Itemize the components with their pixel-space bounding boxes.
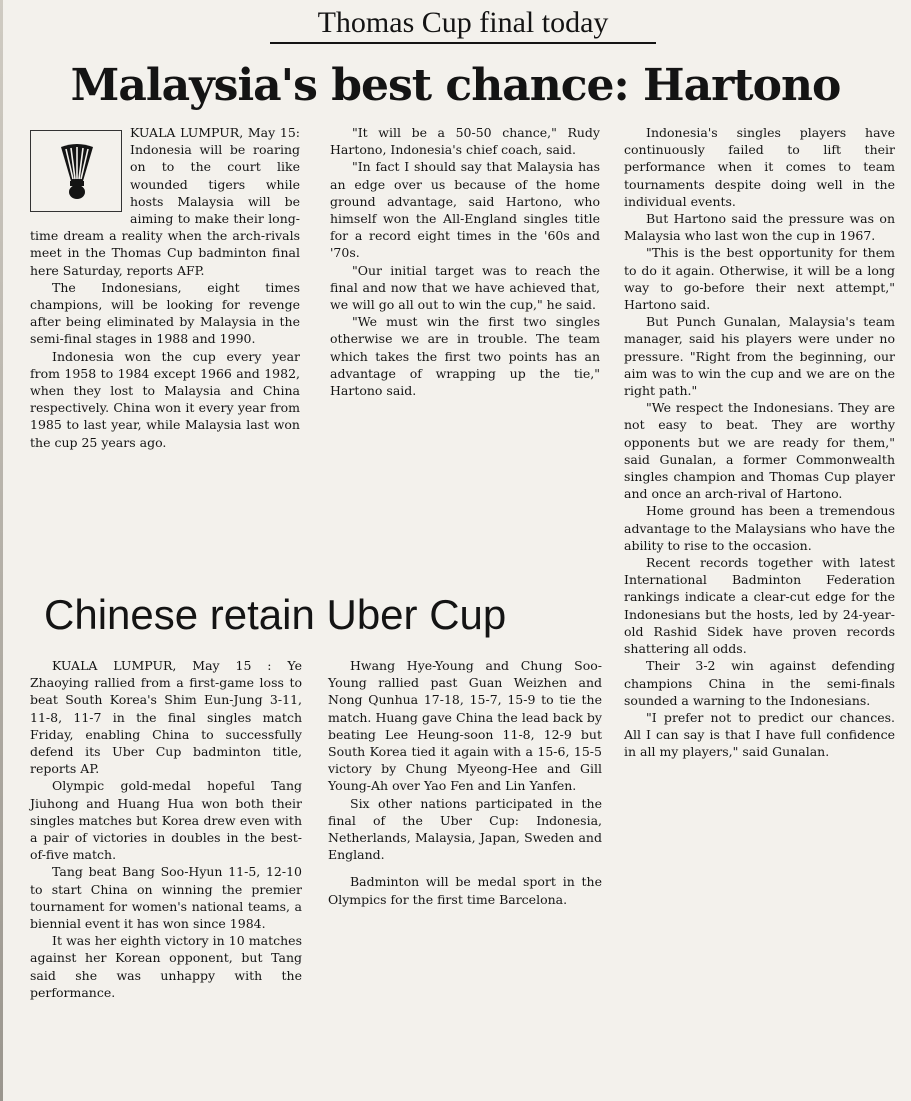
story1-column-1 bbox=[30, 124, 300, 451]
story2-paragraph: Olympic gold-medal hopeful Tang Jiuhong and Huang Hua won both their singles matches but Korea drew even with a pair of victories in doubles in the best-of-five match. bbox=[30, 778, 302, 863]
story2-column-1 bbox=[30, 657, 302, 1001]
shuttlecock-icon bbox=[57, 143, 97, 203]
story1-paragraph: "I prefer not to predict our chances. All I can say is that I have full confidence in all my players," said Gunalan. bbox=[624, 709, 895, 760]
story2-paragraph: Six other nations participated in the final of the Uber Cup: Indonesia, Netherlands, Malaysia, Japan, Sweden and England. bbox=[328, 795, 602, 863]
story2-column-2 bbox=[328, 657, 602, 908]
story1-paragraph: KUALA LUMPUR, May 15: Indonesia will be roaring on to the court like wounded tigers while hosts Malaysia will be aiming to make their long-time dream a reality when the arch-rivals meet in the Thomas Cup badminton final here Saturday, reports AFP. bbox=[30, 125, 300, 278]
story1-paragraph: But Hartono said the pressure was on Malaysia who last won the cup in 1967. bbox=[624, 211, 895, 244]
story1-paragraph: Indonesia won the cup every year from 1958 to 1984 except 1966 and 1982, when they lost to Malaysia and China respectively. China won it every year from 1985 to last year, while Malaysia last won the cup 25 years ago. bbox=[30, 348, 300, 450]
story1-paragraph: Their 3-2 win against defending champions China in the semi-finals sounded a warning to the Indonesians. bbox=[624, 658, 895, 708]
story1-paragraph: "This is the best opportunity for them to do it again. Otherwise, it will be a long way to go-before their next attempt," Hartono said. bbox=[624, 245, 895, 313]
story1-paragraph: "In fact I should say that Malaysia has an edge over us because of the home ground advantage, said Hartono, who himself won the All-England singles title for a record eight times in the '60s and '70s. bbox=[330, 159, 600, 261]
page-edge bbox=[0, 0, 3, 1101]
story2-paragraph: It was her eighth victory in 10 matches against her Korean opponent, but Tang said she was unhappy with the performance. bbox=[30, 933, 302, 1000]
story1-paragraph: Indonesia's singles players have continuously failed to lift their performance when it comes to team tournaments despite doing well in the individual events. bbox=[624, 125, 895, 209]
story1-paragraph: Home ground has been a tremendous advantage to the Malaysians who have the ability to rise to the occasion. bbox=[624, 503, 895, 553]
story1-paragraph: "Our initial target was to reach the final and now that we have achieved that, we will go all out to win the cup," he said. bbox=[330, 262, 600, 313]
story1-paragraph: "We respect the Indonesians. They are not easy to beat. They are worthy opponents but we are ready for them," said Gunalan, a former Commonwealth singles champion and Thomas Cup player and once an arch-rival of Hartono. bbox=[624, 400, 895, 502]
sports-logo-box bbox=[30, 130, 122, 212]
story2-paragraph: KUALA LUMPUR, May 15 : Ye Zhaoying rallied from a first-game loss to beat South Korea's Shim Eun-Jung 3-11, 11-8, 11-7 in the final singles match Friday, enabling China to successfully defend its Uber Cup badminton title, reports AP. bbox=[30, 658, 302, 777]
headline: Malaysia's best chance: Hartono bbox=[70, 60, 841, 111]
secondary-headline: Chinese retain Uber Cup bbox=[44, 591, 507, 638]
story1-paragraph: Recent records together with latest International Badminton Federation rankings indicate a clear-cut edge for the Indonesians but the hosts, led by 24-year-old Rashid Sidek have proven records shattering all odds. bbox=[624, 555, 895, 657]
story1-paragraph: But Punch Gunalan, Malaysia's team manager, said his players were under no pressure. "Right from the beginning, our aim was to win the cup and we are on the right path." bbox=[624, 314, 895, 399]
story1-column-3 bbox=[624, 124, 895, 761]
story2-paragraph: Tang beat Bang Soo-Hyun 11-5, 12-10 to start China on winning the premier tournament for women's national teams, a biennial event it has won since 1984. bbox=[30, 864, 302, 932]
story1-paragraph: "We must win the first two singles otherwise we are in trouble. The team which takes the first two points has an advantage of wrapping up the tie," Hartono said. bbox=[330, 314, 600, 399]
story1-paragraph: The Indonesians, eight times champions, will be looking for revenge after being eliminated by Malaysia in the semi-final stages in 1988 and 1990. bbox=[30, 279, 300, 347]
story1-column-2 bbox=[330, 124, 600, 399]
kicker-heading: Thomas Cup final today bbox=[270, 4, 656, 44]
story2-paragraph: Hwang Hye-Young and Chung Soo-Young rallied past Guan Weizhen and Nong Qunhua 17-18, 15-7, 15-9 to tie the match. Huang gave China the lead back by beating Lee Heung-soon 11-8, 12-9 but South Korea tied it again with a 15-6, 15-5 victory by Chung Myeong-Hee and Gill Young-Ah over Yao Fen and Lin Yanfen. bbox=[328, 658, 602, 794]
story1-paragraph: "It will be a 50-50 chance," Rudy Hartono, Indonesia's chief coach, said. bbox=[330, 125, 600, 158]
story2-paragraph: Badminton will be medal sport in the Olympics for the first time Barcelona. bbox=[328, 874, 602, 907]
